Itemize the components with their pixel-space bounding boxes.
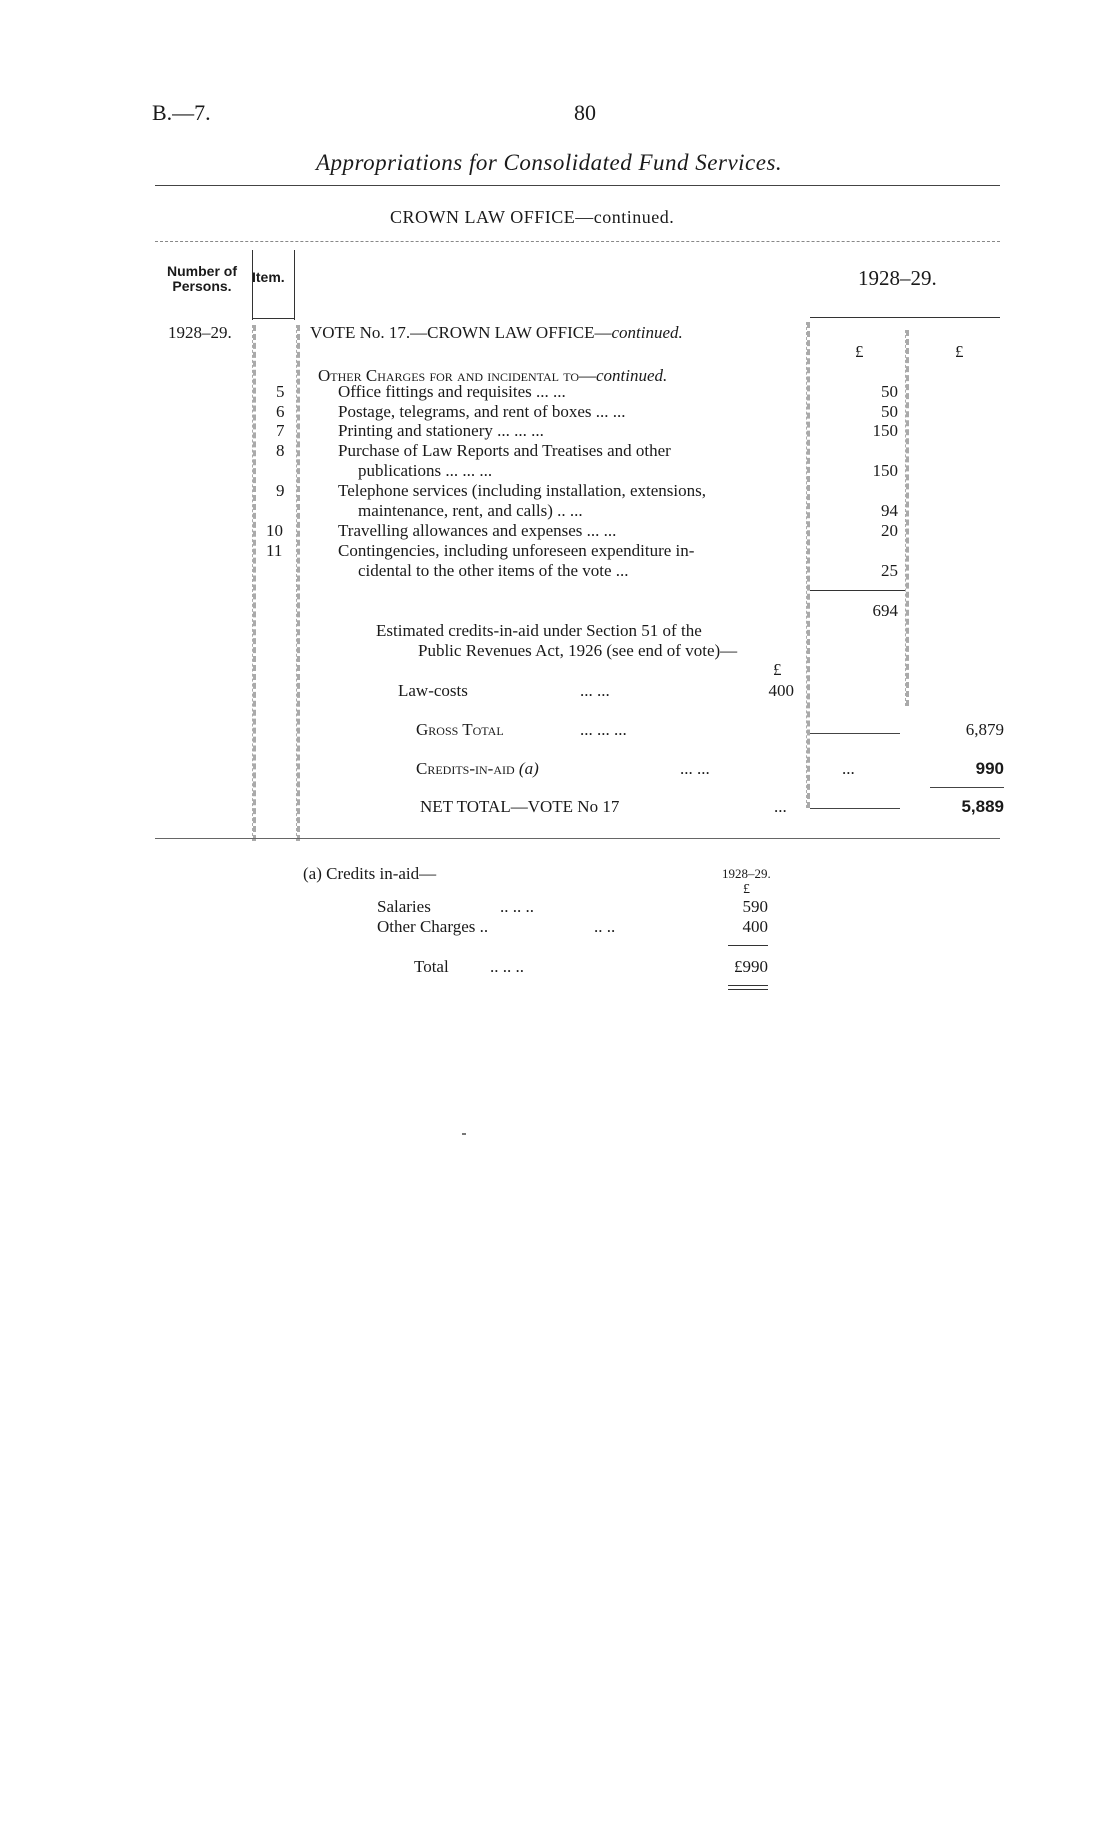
item-description: Contingencies, including unforeseen expenditure in-	[338, 541, 695, 560]
gross-total-label: Gross Total	[416, 720, 504, 739]
estimated-line2: Public Revenues Act, 1926 (see end of vote)—	[418, 641, 738, 660]
header-number-persons: Number of Persons.	[167, 263, 237, 294]
footnote-row-value: 400	[742, 917, 768, 936]
item-amount: 150	[872, 421, 898, 440]
net-total-rule	[810, 808, 900, 809]
page-number: 80	[574, 100, 596, 125]
law-costs-label: Law-costs	[398, 681, 468, 700]
item-number: 7	[276, 421, 285, 440]
footnote-label: (a) Credits in-aid—	[303, 864, 437, 883]
vote-heading: VOTE No. 17.—CROWN LAW OFFICE—continued.	[310, 323, 683, 342]
item-amount: 94	[881, 501, 898, 520]
footnote-total-label: Total	[414, 957, 449, 976]
item-number: 11	[266, 541, 283, 560]
item-description: Office fittings and requisites ... ...	[338, 382, 566, 401]
header-year: 1928–29.	[858, 266, 937, 290]
header-item-bottom	[252, 318, 294, 319]
law-costs-dots: ... ...	[580, 681, 610, 700]
item-number: 8	[276, 441, 285, 460]
col-rule-amount	[905, 330, 909, 706]
title-rule	[155, 185, 1000, 186]
estimated-line1: Estimated credits-in-aid under Section 51 of the	[376, 621, 702, 640]
footnote-currency: £	[743, 882, 750, 897]
gross-total-value: 6,879	[965, 720, 1004, 739]
item-number: 5	[276, 382, 285, 401]
footnote-row-label: Other Charges ..	[377, 917, 489, 936]
persons-year: 1928–29.	[168, 323, 232, 342]
header-bottom-rule	[810, 317, 1000, 318]
col-rule-item	[296, 325, 300, 841]
footnote-row-label: Salaries	[377, 897, 431, 916]
item-amount: 20	[881, 521, 898, 540]
item-description-cont: maintenance, rent, and calls) .. ...	[358, 501, 583, 520]
footnote-year: 1928–29.	[722, 866, 771, 881]
table-bottom-rule	[155, 838, 1000, 839]
item-description: Purchase of Law Reports and Treatises and other	[338, 441, 671, 460]
law-costs-value: 400	[768, 681, 794, 700]
item-number: 9	[276, 481, 285, 500]
subtitle-rule	[155, 241, 1000, 242]
header-left-rule	[252, 250, 253, 320]
section-subtitle: CROWN LAW OFFICE—continued.	[390, 207, 675, 227]
item-amount: 50	[881, 402, 898, 421]
header-item: Item.	[252, 269, 285, 285]
gross-total-rule	[810, 733, 900, 734]
speck-mark	[462, 1133, 466, 1135]
page-code: B.—7.	[152, 100, 211, 125]
item-amount: 25	[881, 561, 898, 580]
net-total-dots: ...	[774, 797, 787, 816]
credits-in-aid-mid: ...	[842, 759, 855, 778]
col-rule-desc	[806, 322, 810, 808]
credits-in-aid-value: 990	[975, 759, 1004, 778]
item-description-cont: cidental to the other items of the vote ...	[358, 561, 629, 580]
subtotal-amount: 694	[872, 601, 898, 620]
currency-col2: £	[955, 342, 964, 361]
item-description-cont: publications ... ... ...	[358, 461, 493, 480]
footnote-double-rule	[728, 985, 768, 990]
header-item-rule	[294, 250, 295, 320]
credits-rule	[930, 787, 1004, 788]
footnote-sum-rule	[728, 945, 768, 946]
item-number: 6	[276, 402, 285, 421]
item-amount: 150	[872, 461, 898, 480]
item-description: Telephone services (including installation, extensions,	[338, 481, 706, 500]
page-title: Appropriations for Consolidated Fund Services.	[316, 150, 783, 175]
gross-total-dots: ... ... ...	[580, 720, 627, 739]
col-rule-persons	[252, 325, 256, 841]
footnote-total-value: £990	[734, 957, 768, 976]
footnote-row-dots: .. .. ..	[500, 897, 534, 916]
item-description: Postage, telegrams, and rent of boxes ... ...	[338, 402, 626, 421]
subtotal-rule	[810, 590, 905, 591]
item-number: 10	[266, 521, 283, 540]
credits-in-aid-label: Credits-in-aid (a)	[416, 759, 539, 778]
net-total-value: 5,889	[961, 797, 1004, 816]
credits-in-aid-dots: ... ...	[680, 759, 710, 778]
net-total-label: NET TOTAL—VOTE No 17	[420, 797, 620, 816]
item-description: Printing and stationery ... ... ...	[338, 421, 544, 440]
footnote-row-dots: .. ..	[594, 917, 616, 936]
item-amount: 50	[881, 382, 898, 401]
item-description: Travelling allowances and expenses ... ...	[338, 521, 617, 540]
footnote-total-dots: .. .. ..	[490, 957, 524, 976]
estimated-currency: £	[773, 660, 782, 679]
section-heading: Other Charges for and incidental to—continued.	[318, 366, 668, 385]
footnote-row-value: 590	[742, 897, 768, 916]
currency-col1: £	[855, 342, 864, 361]
